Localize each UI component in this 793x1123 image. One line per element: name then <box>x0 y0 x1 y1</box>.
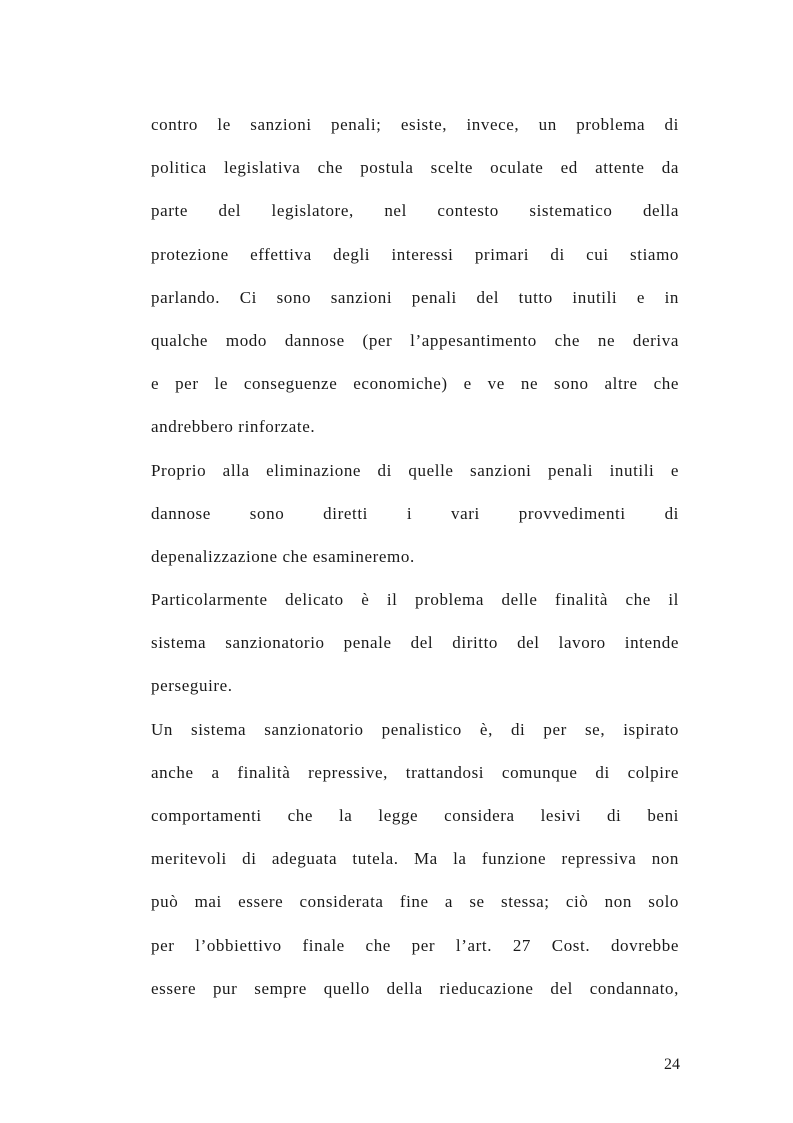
text-line: Un sistema sanzionatorio penalistico è, di per se, ispirato <box>151 719 679 739</box>
text-line: Proprio alla eliminazione di quelle sanzioni penali inutili e <box>151 460 679 480</box>
body-text <box>151 112 679 1019</box>
text-line: parte del legislatore, nel contesto sistematico della <box>151 201 679 221</box>
text-line: perseguire. <box>151 676 233 696</box>
text-line: parlando. Ci sono sanzioni penali del tutto inutili e in <box>151 287 679 307</box>
text-line: Particolarmente delicato è il problema delle finalità che il <box>151 590 679 610</box>
text-line: può mai essere considerata fine a se stessa; ciò non solo <box>151 892 679 912</box>
text-line: politica legislativa che postula scelte oculate ed attente da <box>151 158 679 178</box>
text-line: protezione effettiva degli interessi primari di cui stiamo <box>151 244 679 264</box>
text-line: anche a finalità repressive, trattandosi comunque di colpire <box>151 762 679 782</box>
text-line: per l’obbiettivo finale che per l’art. 27 Cost. dovrebbe <box>151 935 679 955</box>
text-line: contro le sanzioni penali; esiste, invece, un problema di <box>151 115 679 134</box>
text-line: meritevoli di adeguata tutela. Ma la funzione repressiva non <box>151 849 679 869</box>
page-number: 24 <box>664 1056 680 1073</box>
text-line: sistema sanzionatorio penale del diritto del lavoro intende <box>151 633 679 653</box>
text-line: qualche modo dannose (per l’appesantimento che ne deriva <box>151 330 679 350</box>
text-line: depenalizzazione che esamineremo. <box>151 546 415 566</box>
text-line: andrebbero rinforzate. <box>151 417 316 437</box>
text-line: comportamenti che la legge considera lesivi di beni <box>151 806 679 825</box>
text-line: e per le conseguenze economiche) e ve ne sono altre che <box>151 374 679 394</box>
text-line: dannose sono diretti i vari provvedimenti di <box>151 503 679 523</box>
text-line: essere pur sempre quello della rieducazione del condannato, <box>151 978 679 998</box>
